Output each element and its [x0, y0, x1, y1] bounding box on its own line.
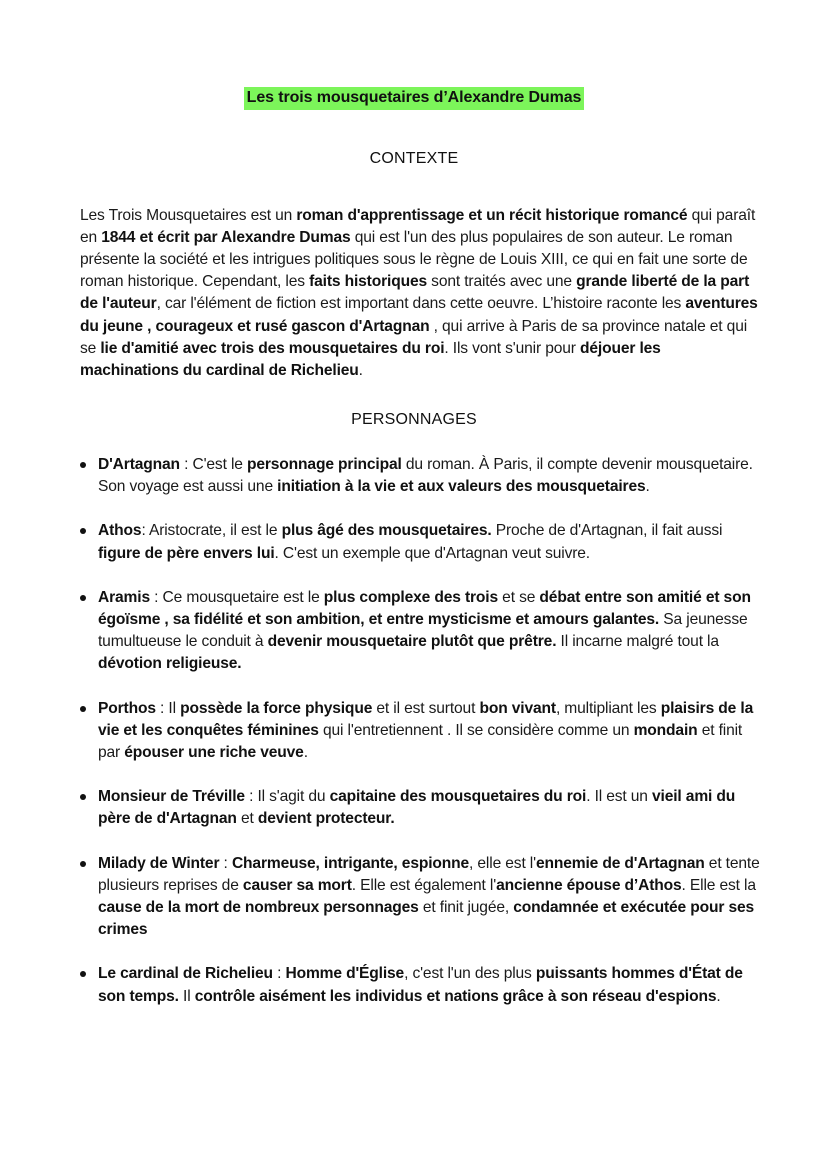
text-run: , multipliant les — [555, 699, 661, 717]
bold-text-run: aventures du jeune , courageux et rusé gascon d'Artagnan — [80, 295, 758, 335]
bold-text-run: ancienne épouse d’Athos — [496, 876, 682, 894]
text-run: . C'est un exemple que d'Artagnan veut suivre. — [274, 544, 590, 562]
text-run: . — [358, 362, 363, 380]
bold-text-run: Aramis — [98, 588, 150, 606]
character-list-item — [78, 454, 768, 498]
bold-text-run: causer sa mort — [242, 876, 352, 894]
bold-text-run: Le cardinal de Richelieu — [98, 965, 273, 983]
bold-text-run: cause de la mort de nombreux personnages — [98, 899, 419, 917]
text-run: , elle est l' — [469, 854, 536, 872]
text-run: . — [645, 478, 650, 496]
text-run: . — [716, 987, 721, 1005]
bold-text-run: lie d'amitié avec trois des mousquetaires du roi — [100, 339, 445, 357]
character-list-item — [78, 698, 768, 765]
bold-text-run: bon vivant — [479, 699, 556, 717]
text-run: et se — [498, 588, 540, 606]
text-run: sont traités avec une — [426, 273, 577, 291]
bold-text-run: ennemie de d'Artagnan — [535, 854, 705, 872]
bold-text-run: plus âgé des mousquetaires. — [281, 522, 492, 540]
bold-text-run: dévotion religieuse. — [98, 655, 242, 673]
text-run: : Il s'agit du — [244, 788, 330, 806]
text-run: : Il — [155, 699, 181, 717]
bold-text-run: puissants hommes d'État de son temps. — [98, 965, 743, 1005]
text-run: et — [236, 810, 258, 828]
text-run: et tente plusieurs reprises de — [98, 854, 760, 894]
bold-text-run: possède la force physique — [180, 699, 373, 717]
bold-text-run: D'Artagnan — [98, 456, 180, 473]
character-list-item — [78, 853, 768, 942]
text-run: . Il est un — [586, 788, 653, 806]
text-run: Il incarne malgré tout la — [556, 633, 719, 651]
text-run: et finit jugée, — [418, 899, 514, 917]
document-title: Les trois mousquetaires d’Alexandre Dumas — [244, 87, 585, 110]
bold-text-run: plus complexe des trois — [323, 588, 498, 606]
bold-text-run: faits historiques — [309, 273, 427, 291]
bold-text-run: figure de père envers lui — [98, 544, 275, 562]
bold-text-run: débat entre son amitié et son égoïsme , sa fidélité et son ambition, et entre mysticisme et amours galantes. — [98, 588, 751, 629]
bullet-icon — [80, 861, 86, 867]
section-heading-contexte: CONTEXTE — [369, 150, 459, 167]
text-run: . Elle est la — [681, 876, 756, 894]
text-run: qui l'entretiennent . Il se considère comme un — [318, 721, 634, 739]
text-run: Sa jeunesse tumultueuse le conduit à — [98, 611, 748, 651]
bold-text-run: mondain — [633, 721, 698, 739]
character-list-item — [78, 520, 768, 564]
bold-text-run: Athos — [98, 522, 142, 540]
text-run: et finit par — [98, 721, 743, 762]
bold-text-run: condamnée et exécutée pour ses crimes — [98, 899, 755, 939]
text-run: . Elle est également l' — [351, 876, 497, 894]
text-run: . — [303, 744, 308, 762]
bullet-icon — [80, 794, 86, 800]
bold-text-run: vieil ami du père de d'Artagnan — [98, 788, 736, 828]
bold-text-run: Milady de Winter — [98, 854, 220, 872]
text-run: , c'est l'un des plus — [404, 965, 536, 983]
text-run: : Ce mousquetaire est le — [149, 588, 324, 606]
bold-text-run: Monsieur de Tréville — [98, 788, 245, 806]
text-run: : — [219, 854, 232, 872]
bold-text-run: plaisirs de la vie et les conquêtes féminines — [98, 699, 754, 739]
bold-text-run: déjouer les machinations du cardinal de Richelieu — [80, 339, 661, 380]
bullet-icon — [80, 706, 86, 712]
bullet-icon — [80, 595, 86, 601]
bold-text-run: devenir mousquetaire plutôt que prêtre. — [267, 633, 557, 651]
character-list — [78, 454, 768, 1030]
text-run: . Ils vont s'unir pour — [444, 339, 580, 357]
bullet-icon — [80, 971, 86, 977]
text-run: et il est surtout — [372, 699, 480, 717]
text-run: Il — [178, 987, 195, 1005]
bold-text-run: contrôle aisément les individus et nations grâce à son réseau d'espions — [194, 987, 717, 1005]
bold-text-run: Charmeuse, intrigante, espionne — [231, 854, 470, 872]
context-paragraph — [80, 205, 760, 383]
text-run: qui paraît en — [80, 206, 756, 246]
character-list-item — [78, 587, 768, 676]
text-run: Proche de d'Artagnan, il fait aussi — [491, 522, 723, 540]
section-heading-personnages: PERSONNAGES — [351, 411, 477, 428]
bold-text-run: épouser une riche veuve — [124, 744, 304, 762]
text-run: qui est l'un des plus populaires de son auteur. Le roman présente la société et les intrigues politiques sous le règne de Louis XIII, ce qui en fait une sorte de roman historique. Cependant, les — [80, 228, 748, 291]
bullet-icon — [80, 462, 86, 468]
text-run: , qui arrive à Paris de sa province natale et qui se — [80, 317, 748, 357]
text-run: : C'est le — [179, 456, 247, 473]
text-run: Les Trois Mousquetaires est un — [80, 206, 297, 224]
character-list-item — [78, 786, 768, 830]
bold-text-run: 1844 et écrit par Alexandre Dumas — [101, 228, 351, 246]
bold-text-run: capitaine des mousquetaires du roi — [329, 788, 587, 806]
text-run: du roman. À Paris, il compte devenir mousquetaire. Son voyage est aussi une — [98, 456, 753, 496]
bullet-icon — [80, 528, 86, 534]
text-run: : Aristocrate, il est le — [141, 522, 282, 540]
bold-text-run: Homme d'Église — [285, 965, 405, 983]
bold-text-run: devient protecteur. — [257, 810, 395, 828]
character-list-item — [78, 963, 768, 1007]
bold-text-run: initiation à la vie et aux valeurs des mousquetaires — [277, 478, 646, 496]
text-run: , car l'élément de fiction est important dans cette oeuvre. L’histoire raconte les — [156, 295, 686, 313]
title-container — [0, 87, 828, 110]
bold-text-run: personnage principal — [246, 456, 402, 473]
bold-text-run: roman d'apprentissage et un récit historique romancé — [296, 206, 688, 224]
text-run: : — [272, 965, 286, 983]
bold-text-run: Porthos — [98, 699, 156, 717]
bold-text-run: grande liberté de la part de l'auteur — [80, 273, 750, 313]
